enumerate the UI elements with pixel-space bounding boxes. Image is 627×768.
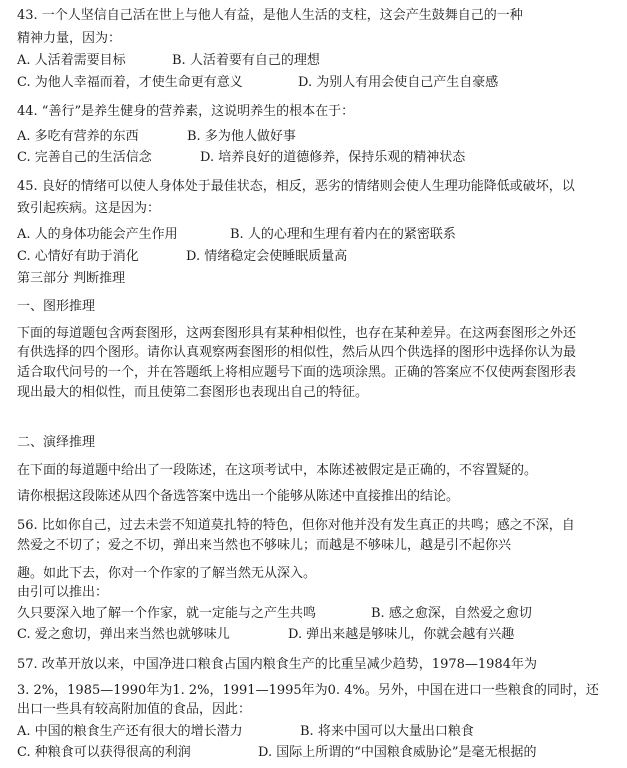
q44-option-c: C. 完善自己的生活信念 (17, 150, 152, 165)
q45-option-c: C. 心情好有助于消化 (17, 249, 139, 264)
q44-option-a: A. 多吃有营养的东西 (17, 129, 139, 144)
q57-stem: 57. 改革开放以来，中国净进口粮食占国内粮食生产的比重呈减少趋势，1978—1984年为 (17, 657, 537, 672)
figure-instructions-line3: 适合取代问号的一个，并在答题纸上将相应题号下面的选项涂黑。正确的答案应不仅使两套图形表 (17, 365, 577, 380)
figure-instructions-line1: 下面的每道题包含两套图形，这两套图形具有某种相似性，也存在某种差异。在这两套图形之外还 (17, 326, 577, 341)
q45-option-a: A. 人的身体功能会产生作用 (17, 227, 178, 242)
q57-stem-cont1: 3. 2%，1985—1990年为1. 2%，1991—1995年为0. 4%。另外，中国在进口一些粮食的同时，还 (17, 683, 599, 698)
q56-option-b: B. 感之愈深，自然爱之愈切 (371, 606, 532, 621)
q57-option-d: D. 国际上所谓的“中国粮食威胁论”是毫无根据的 (258, 745, 537, 760)
q57-option-a: A. 中国的粮食生产还有很大的增长潜力 (17, 724, 243, 739)
section-figure-reasoning: 一、图形推理 (17, 299, 96, 314)
q56-prompt: 由引可以推出： (17, 585, 109, 600)
q43-stem-cont: 精神力量，因为： (17, 31, 122, 46)
deductive-instructions-line2: 请你根据这段陈述从四个备选答案中选出一个能够从陈述中直接推出的结论。 (17, 489, 460, 504)
q57-option-b: B. 将来中国可以大量出口粮食 (300, 724, 474, 739)
q56-stem: 56. 比如你自己，过去未尝不知道莫扎特的特色，但你对他并没有发生真正的共鸣；感之不深，自 (17, 518, 575, 533)
q44-stem: 44. “善行”是养生健身的营养素，这说明养生的根本在于： (17, 104, 355, 119)
figure-instructions-line4: 现出最大的相似性，而且使第二套图形也表现出自己的特征。 (17, 385, 369, 400)
section-deductive-reasoning: 二、演绎推理 (17, 435, 96, 450)
part3-title: 第三部分 判断推理 (17, 271, 126, 286)
q56-option-d: D. 弹出来越是够味儿，你就会越有兴趣 (288, 627, 515, 642)
q43-stem: 43. 一个人坚信自己活在世上与他人有益，是他人生活的支柱，这会产生鼓舞自己的一种 (17, 8, 523, 23)
q56-option-c: C. 爱之愈切，弹出来当然也就够味儿 (17, 627, 230, 642)
q43-option-b: B. 人活着要有自己的理想 (172, 53, 320, 68)
q43-option-c: C. 为他人幸福而着，才使生命更有意义 (17, 75, 243, 90)
q45-stem-cont: 致引起疾病。这是因为： (17, 201, 161, 216)
q43-option-d: D. 为别人有用会使自己产生自豪感 (298, 75, 499, 90)
deductive-instructions-line1: 在下面的每道题中给出了一段陈述，在这项考试中，本陈述被假定是正确的，不容置疑的。 (17, 463, 538, 478)
figure-instructions-line2: 有供选择的四个图形。请你认真观察两套图形的相似性，然后从四个供选择的图形中选择你认为最 (17, 345, 577, 360)
q56-stem-cont1: 然爱之不切了；爱之不切，弹出来当然也不够味儿；而越是不够味儿，越是引不起你兴 (17, 538, 512, 553)
q45-option-d: D. 情绪稳定会使睡眠质量高 (186, 249, 348, 264)
q56-stem-cont2: 趣。如此下去，你对一个作家的了解当然无从深入。 (17, 566, 317, 581)
q45-stem: 45. 良好的情绪可以使人身体处于最佳状态，相反，恶劣的情绪则会使人生理功能降低或破坏，以 (17, 179, 575, 194)
q43-option-a: A. 人活着需要目标 (17, 53, 126, 68)
q56-option-a: 久只要深入地了解一个作家，就一定能与之产生共鸣 (17, 606, 317, 621)
q57-option-c: C. 种粮食可以获得很高的利润 (17, 745, 191, 760)
q44-option-b: B. 多为他人做好事 (187, 129, 296, 144)
q45-option-b: B. 人的心理和生理有着内在的紧密联系 (230, 227, 456, 242)
q57-stem-cont2: 出口一些具有较高附加值的食品，因此： (17, 702, 252, 717)
q44-option-d: D. 培养良好的道德修养，保持乐观的精神状态 (200, 150, 466, 165)
